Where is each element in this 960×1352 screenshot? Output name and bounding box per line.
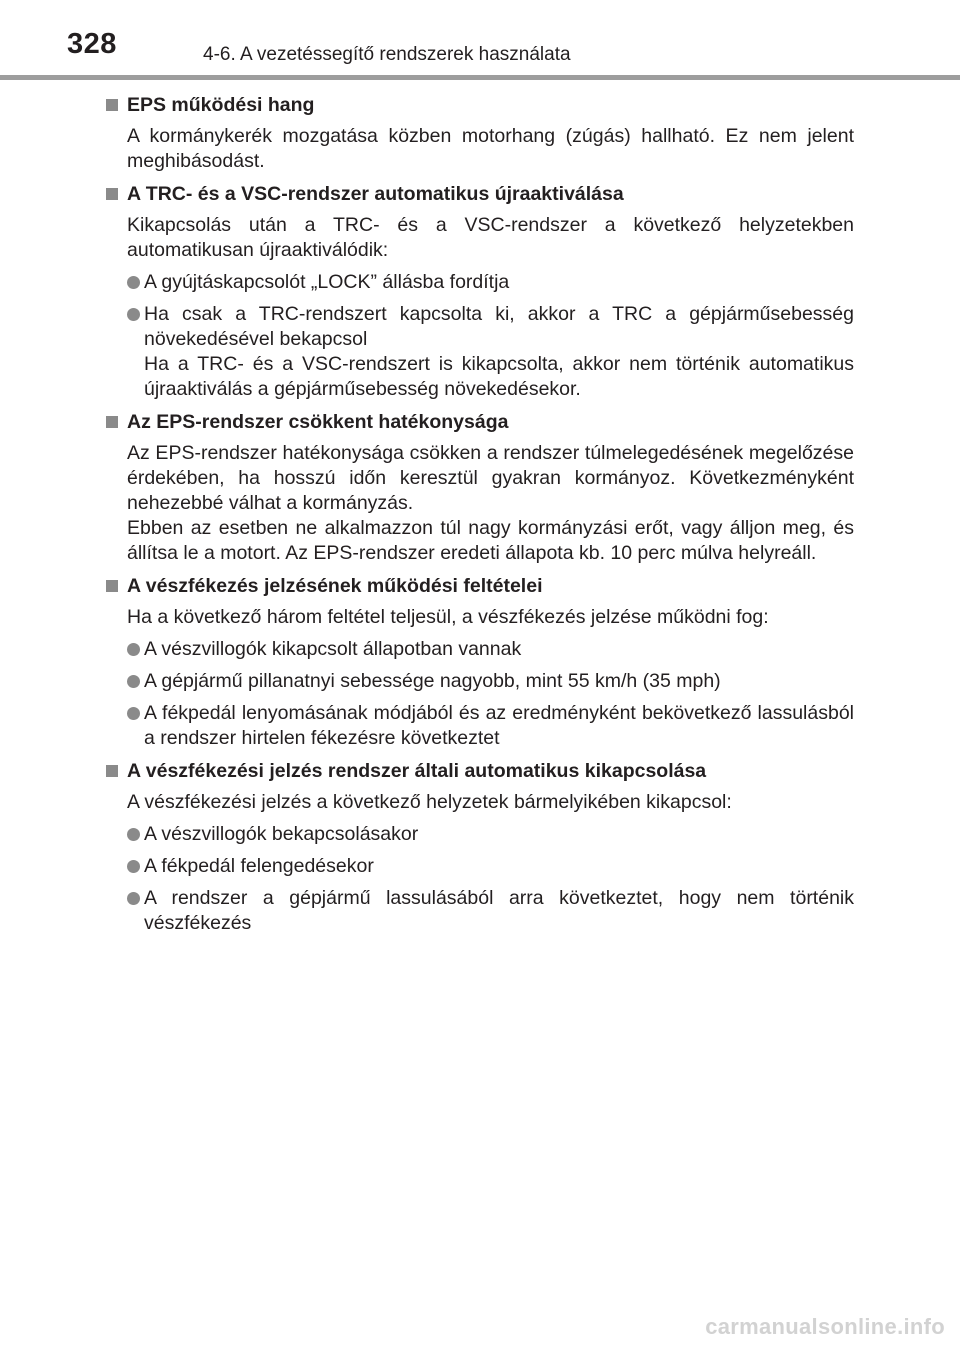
list-item: A vészvillogók kikapcsolt állapotban vannak [106, 637, 854, 662]
section-emergency-brake-signal-conditions [106, 574, 854, 751]
section-emergency-brake-signal-auto-off [106, 759, 854, 936]
site-watermark: carmanualsonline.info [705, 1314, 945, 1339]
list-item: A fékpedál lenyomásának módjából és az eredményként bekövetkező lassulásból a rendszer hirtelen fékezésre következtet [106, 701, 854, 751]
section-eps-reduced-efficiency [106, 410, 854, 566]
square-bullet-icon [106, 765, 118, 777]
page-number: 328 [67, 28, 117, 60]
paragraph: Ebben az esetben ne alkalmazzon túl nagy kormányzási erőt, vagy álljon meg, és állítsa le a motort. Az EPS-rendszer eredeti állapota kb. 10 perc múlva helyreáll. [127, 517, 854, 564]
square-bullet-icon [106, 99, 118, 111]
list-item: Ha csak a TRC-rendszert kapcsolta ki, akkor a TRC a gépjárműsebesség növekedésével bekapcsol Ha a TRC- és a VSC-rendszert is kikapcsolta, akkor nem történik automatikus újraaktiválás a gépjárműsebesség növekedésekor. [106, 302, 854, 402]
section-title: Az EPS-rendszer csökkent hatékonysága [106, 410, 854, 435]
page-header [0, 0, 960, 80]
square-bullet-icon [106, 416, 118, 428]
paragraph: Ha a következő három feltétel teljesül, a vészfékezés jelzése működni fog: [127, 606, 769, 628]
section-title: A vészfékezés jelzésének működési feltételei [106, 574, 854, 599]
section-eps-sound [106, 93, 854, 174]
square-bullet-icon [106, 188, 118, 200]
list-item: A fékpedál felengedésekor [106, 854, 854, 879]
list-item: A gépjármű pillanatnyi sebessége nagyobb, mint 55 km/h (35 mph) [106, 669, 854, 694]
paragraph: A vészfékezési jelzés a következő helyzetek bármelyikében kikapcsol: [127, 791, 732, 813]
round-bullet-icon [127, 707, 140, 720]
round-bullet-icon [127, 860, 140, 873]
section-title: A vészfékezési jelzés rendszer általi automatikus kikapcsolása [106, 759, 854, 784]
paragraph: Kikapcsolás után a TRC- és a VSC-rendszer a következő helyzetekben automatikusan újraaktiválódik: [127, 214, 854, 261]
round-bullet-icon [127, 276, 140, 289]
round-bullet-icon [127, 643, 140, 656]
page-content [106, 93, 854, 944]
list-item: A vészvillogók bekapcsolásakor [106, 822, 854, 847]
section-trc-vsc-reactivation [106, 182, 854, 402]
round-bullet-icon [127, 675, 140, 688]
round-bullet-icon [127, 308, 140, 321]
chapter-title: 4-6. A vezetéssegítő rendszerek használata [203, 44, 571, 65]
list-item: A gyújtáskapcsolót „LOCK” állásba fordítja [106, 270, 854, 295]
square-bullet-icon [106, 580, 118, 592]
header-divider [0, 75, 960, 80]
list-item: A rendszer a gépjármű lassulásából arra következtet, hogy nem történik vészfékezés [106, 886, 854, 936]
round-bullet-icon [127, 892, 140, 905]
paragraph: A kormánykerék mozgatása közben motorhang (zúgás) hallható. Ez nem jelent meghibásodást. [127, 125, 854, 172]
section-title: EPS működési hang [106, 93, 854, 118]
round-bullet-icon [127, 828, 140, 841]
paragraph: Az EPS-rendszer hatékonysága csökken a rendszer túlmelegedésének megelőzése érdekében, ha hosszú időn keresztül gyakran kormányoz. Következményként nehezebbé válhat a kormányzás. [127, 442, 854, 514]
section-title: A TRC- és a VSC-rendszer automatikus újraaktiválása [106, 182, 854, 207]
